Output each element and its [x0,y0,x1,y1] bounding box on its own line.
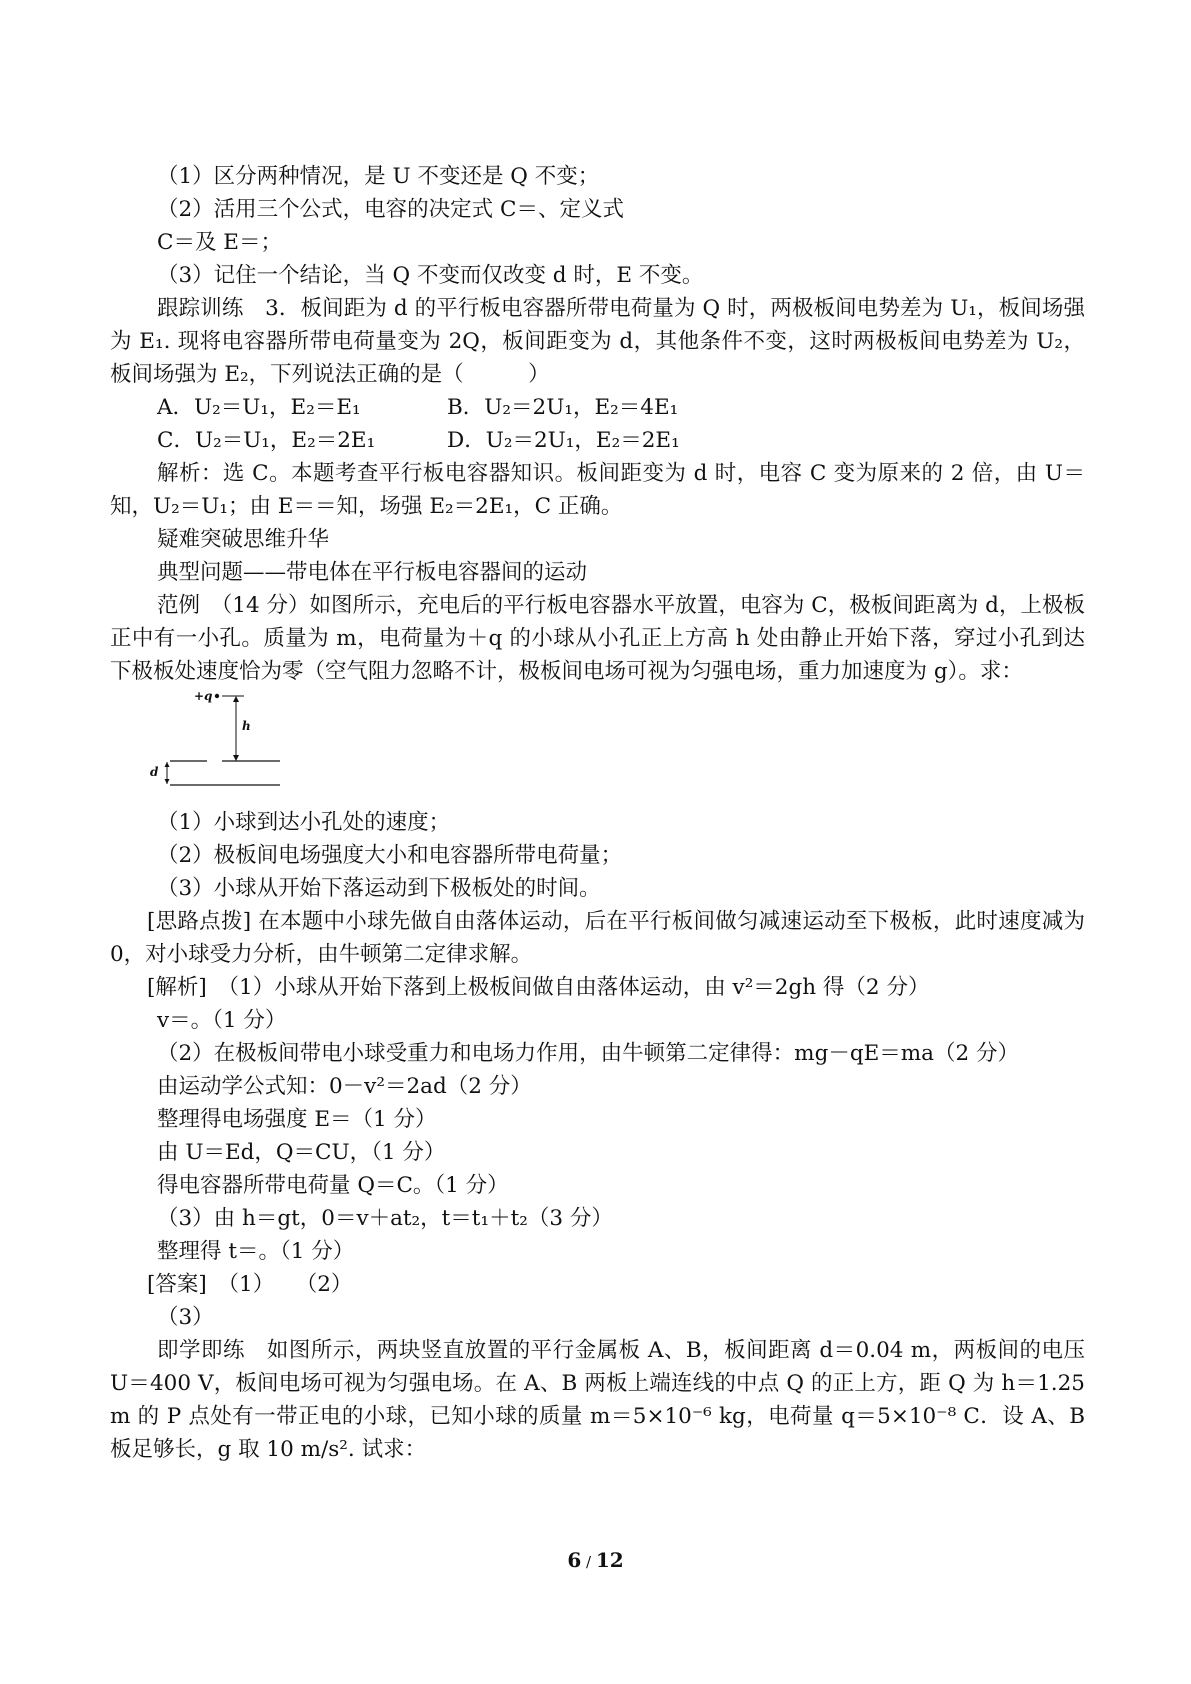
text-line: （3）小球从开始下落运动到下极板处的时间。 [157,876,601,901]
height-arrow-head-up [233,696,239,702]
answer-line: [答案] （1） （2） [147,1272,353,1297]
text-line: （2）在极板间带电小球受重力和电场力作用，由牛顿第二定律得：mg－qE＝ma（2 分） [157,1041,1020,1066]
height-label: h [242,719,251,733]
example-question: 范例 （14 分）如图所示，充电后的平行板电容器水平放置，电容为 C，极板间距离为 d，上极板正中有一小孔。质量为 m，电荷量为＋q 的小球从小孔正上方高 h 处由静止开始下落，穿过小孔到达下极板处速度恰为零（空气阻力忽略不计，极板间电场可视为匀强电场，重力加速度为 g）。求： [110,593,1085,684]
text-line: 整理得电场强度 E＝（1 分） [157,1107,437,1132]
text-line: （1）区分两种情况，是 U 不变还是 Q 不变； [157,164,600,189]
page-footer: 6 / 12 [567,1548,624,1572]
option-d: D．U₂＝2U₁，E₂＝2E₁ [447,428,680,453]
options-row [110,424,1085,457]
text-line: 由 U＝Ed，Q＝CU，（1 分） [157,1140,446,1165]
charged-ball [215,694,219,698]
text-line: 整理得 t＝。（1 分） [157,1239,355,1264]
text-line: （3）记住一个结论，当 Q 不变而仅改变 d 时，E 不变。 [157,263,704,288]
option-c: C．U₂＝U₁，E₂＝2E₁ [157,428,376,453]
answer-line: （3） [157,1305,214,1330]
distance-arrow-head-up [165,762,170,767]
text-line: 得电容器所带电荷量 Q＝C。（1 分） [157,1173,509,1198]
text-line: 由运动学公式知：0－v²＝2ad（2 分） [157,1074,532,1099]
section-heading: 疑难突破思维升华 [157,527,330,552]
page-total: 12 [595,1548,624,1572]
exercise-question: 跟踪训练 3．板间距为 d 的平行板电容器所带电荷量为 Q 时，两极板间电势差为 U₁，板间场强为 E₁. 现将电容器所带电荷量变为 2Q，板间距变为 d，其他条件不变，这时两极板间电势差为 U₂，板间场强为 E₂，下列说法正确的是（ ） [110,296,1085,387]
text-line: （2）极板间电场强度大小和电容器所带电荷量； [157,843,623,868]
text-line: （1）小球到达小孔处的速度； [157,810,451,835]
analysis-line: [解析] （1）小球从开始下落到上极板间做自由落体运动，由 v²＝2gh 得（2 分） [147,975,930,1000]
option-b: B．U₂＝2U₁，E₂＝4E₁ [447,395,679,420]
solution-text: 解析：选 C。本题考查平行板电容器知识。板间距变为 d 时，电容 C 变为原来的 2 倍，由 U＝知，U₂＝U₁；由 E＝＝知，场强 E₂＝2E₁，C 正确。 [110,461,1085,519]
options-row [110,391,1085,424]
section-subheading: 典型问题——带电体在平行板电容器间的运动 [157,560,588,585]
capacitor-diagram-svg [160,690,360,802]
page-number: 6 [567,1548,582,1572]
capacitor-diagram [150,689,360,802]
distance-label: d [150,765,159,779]
distance-arrow-head-down [165,779,170,784]
text-line: （3）由 h＝gt，0＝v＋at₂，t＝t₁＋t₂（3 分） [157,1206,613,1231]
option-a: A．U₂＝U₁，E₂＝E₁ [157,395,361,420]
text-line: （2）活用三个公式，电容的决定式 C＝、定义式 [157,197,624,222]
text-line: v＝。（1 分） [157,1008,287,1033]
text-line: C＝及 E＝； [157,230,282,255]
height-arrow-head-down [233,755,239,761]
charge-label: +q [194,689,213,703]
page-content [110,160,1085,1466]
hint-text: [思路点拨] 在本题中小球先做自由落体运动，后在平行板间做匀减速运动至下极板，此时速度减为 0，对小球受力分析，由牛顿第二定律求解。 [110,909,1085,967]
practice-question: 即学即练 如图所示，两块竖直放置的平行金属板 A、B，板间距离 d＝0.04 m，两板间的电压 U＝400 V，板间电场可视为匀强电场。在 A、B 两板上端连线的中点 Q 的正上方，距 Q 为 h＝1.25 m 的 P 点处有一带正电的小球，已知小球的质量 m＝5×10⁻⁶ kg，电荷量 q＝5×10⁻⁸ C．设 A、B 板足够长，g 取 10 m/s². 试求： [110,1338,1085,1462]
